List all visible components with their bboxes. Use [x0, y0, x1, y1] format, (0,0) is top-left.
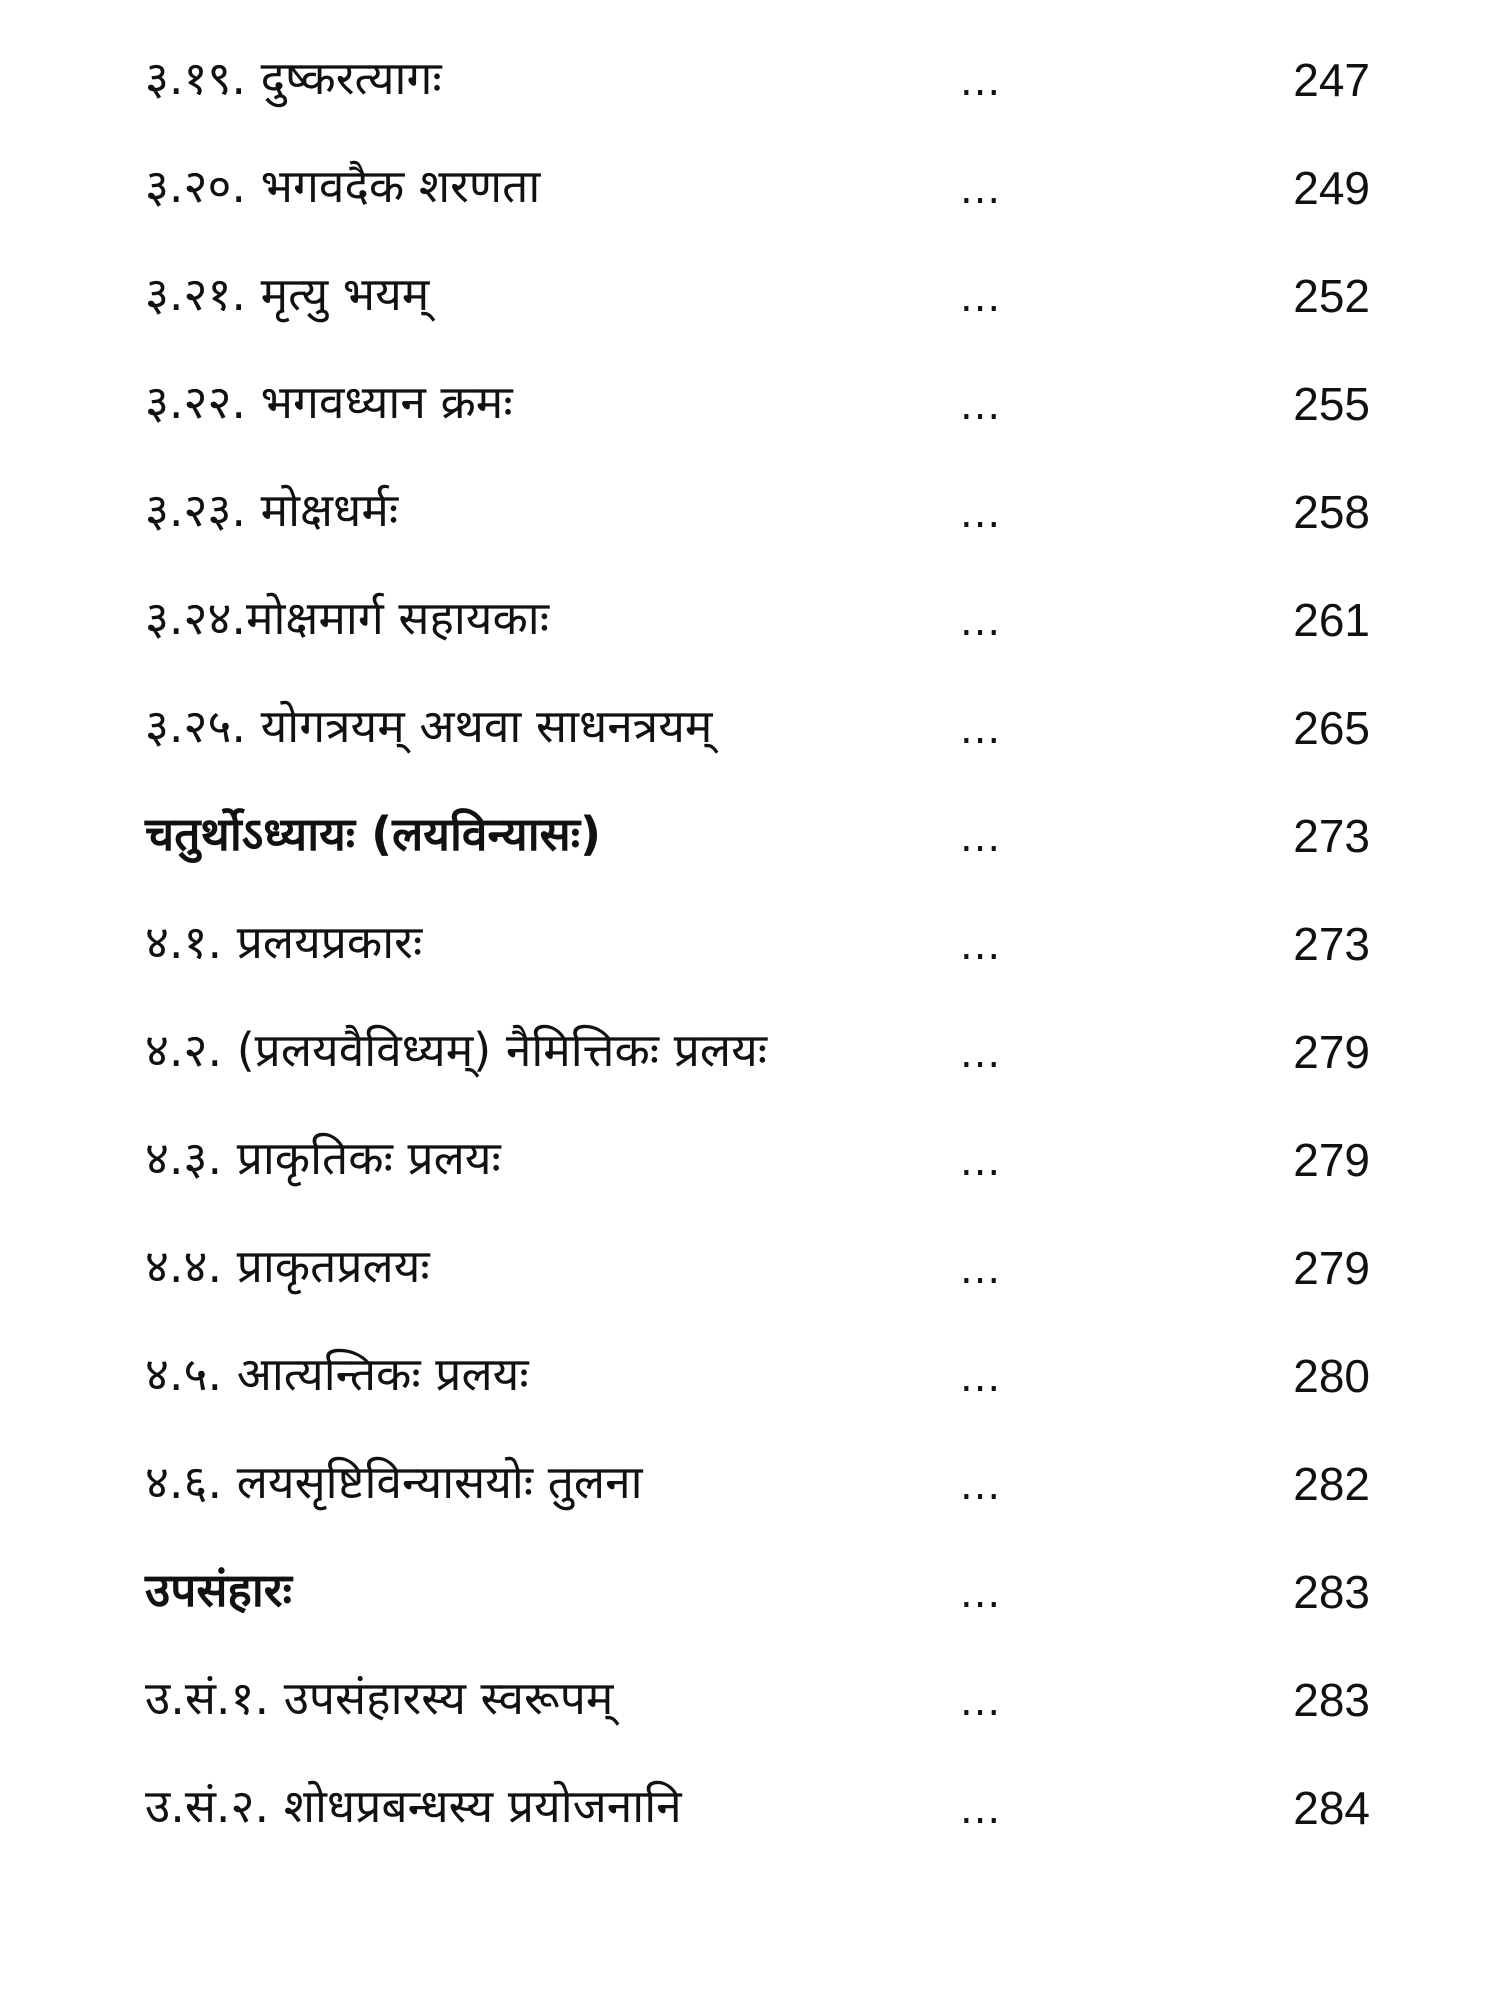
- toc-entry-title: ४.२. (प्रलयवैविध्यम्) नैमित्तिकः प्रलयः: [145, 1023, 768, 1077]
- toc-entry: [0, 1218, 1500, 1326]
- toc-entry-separator: ...: [960, 1787, 1002, 1833]
- toc-entry-page: 283: [1293, 1674, 1370, 1726]
- toc-entry-title: ४.६. लयसृष्टिविन्यासयोः तुलना: [145, 1455, 643, 1509]
- toc-entry-page: 265: [1293, 702, 1370, 754]
- toc-entry-page: 247: [1293, 54, 1370, 106]
- table-of-contents: [0, 30, 1500, 1866]
- toc-entry-separator: ...: [960, 491, 1002, 537]
- toc-entry-separator: ...: [960, 1031, 1002, 1077]
- toc-entry-title: उपसंहारः: [145, 1563, 292, 1617]
- toc-entry-title: उ.सं.२. शोधप्रबन्धस्य प्रयोजनानि: [145, 1779, 682, 1833]
- toc-entry: [0, 30, 1500, 138]
- toc-entry-separator: ...: [960, 815, 1002, 861]
- toc-section-heading: [0, 1542, 1500, 1650]
- toc-entry-title: ३.२४.मोक्षमार्ग सहायकाः: [145, 591, 550, 645]
- toc-entry-title: ४.१. प्रलयप्रकारः: [145, 915, 423, 969]
- toc-entry: [0, 1110, 1500, 1218]
- toc-entry-separator: ...: [960, 923, 1002, 969]
- toc-entry-page: 279: [1293, 1134, 1370, 1186]
- toc-entry-title: ४.४. प्राकृतप्रलयः: [145, 1239, 430, 1293]
- toc-entry-separator: ...: [960, 1139, 1002, 1185]
- toc-entry-page: 282: [1293, 1458, 1370, 1510]
- toc-entry-page: 279: [1293, 1242, 1370, 1294]
- toc-entry: [0, 354, 1500, 462]
- toc-entry-page: 249: [1293, 162, 1370, 214]
- toc-entry: [0, 1002, 1500, 1110]
- toc-entry: [0, 1650, 1500, 1758]
- toc-entry: [0, 1326, 1500, 1434]
- toc-entry: [0, 894, 1500, 1002]
- toc-entry: [0, 138, 1500, 246]
- toc-entry-separator: ...: [960, 275, 1002, 321]
- toc-entry-title: ४.३. प्राकृतिकः प्रलयः: [145, 1131, 501, 1185]
- toc-entry-separator: ...: [960, 1571, 1002, 1617]
- toc-entry-separator: ...: [960, 1247, 1002, 1293]
- toc-entry-separator: ...: [960, 383, 1002, 429]
- toc-entry-title: ३.२२. भगवध्यान क्रमः: [145, 375, 513, 429]
- toc-entry-page: 258: [1293, 486, 1370, 538]
- toc-entry-separator: ...: [960, 1679, 1002, 1725]
- toc-entry: [0, 1758, 1500, 1866]
- toc-entry-page: 273: [1293, 918, 1370, 970]
- toc-entry-separator: ...: [960, 167, 1002, 213]
- toc-entry-page: 261: [1293, 594, 1370, 646]
- toc-entry-title: चतुर्थोऽध्यायः (लयविन्यासः): [145, 807, 602, 861]
- toc-entry: [0, 1434, 1500, 1542]
- toc-entry-title: ३.२५. योगत्रयम् अथवा साधनत्रयम्: [145, 699, 713, 753]
- toc-entry-page: 255: [1293, 378, 1370, 430]
- toc-entry-separator: ...: [960, 59, 1002, 105]
- toc-entry-title: ४.५. आत्यन्तिकः प्रलयः: [145, 1347, 529, 1401]
- toc-entry-separator: ...: [960, 1355, 1002, 1401]
- toc-entry-page: 273: [1293, 810, 1370, 862]
- toc-entry-page: 279: [1293, 1026, 1370, 1078]
- toc-entry: [0, 678, 1500, 786]
- toc-entry: [0, 246, 1500, 354]
- toc-entry-title: उ.सं.१. उपसंहारस्य स्वरूपम्: [145, 1671, 614, 1725]
- toc-entry-separator: ...: [960, 707, 1002, 753]
- toc-entry-title: ३.२०. भगवदैक शरणता: [145, 159, 541, 213]
- toc-entry-page: 284: [1293, 1782, 1370, 1834]
- toc-entry-title: ३.२३. मोक्षधर्मः: [145, 483, 399, 537]
- toc-entry: [0, 570, 1500, 678]
- toc-entry: [0, 462, 1500, 570]
- toc-entry-page: 283: [1293, 1566, 1370, 1618]
- toc-entry-separator: ...: [960, 1463, 1002, 1509]
- toc-entry-page: 280: [1293, 1350, 1370, 1402]
- toc-entry-page: 252: [1293, 270, 1370, 322]
- toc-entry-title: ३.१९. दुष्करत्यागः: [145, 51, 442, 105]
- toc-chapter-heading: [0, 786, 1500, 894]
- toc-entry-separator: ...: [960, 599, 1002, 645]
- toc-entry-title: ३.२१. मृत्यु भयम्: [145, 267, 430, 321]
